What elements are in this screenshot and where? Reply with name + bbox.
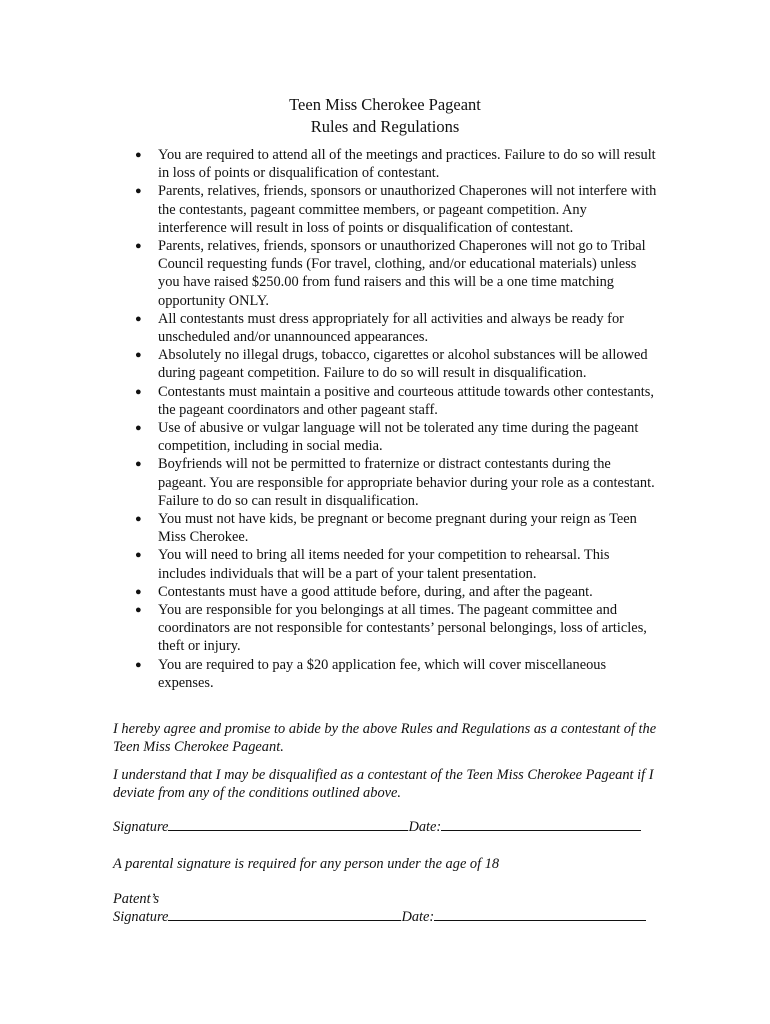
signature-label: Signature: [113, 819, 169, 835]
date-label: Date:: [408, 819, 442, 835]
bullet-icon: ●: [135, 349, 142, 362]
rule-item: ● Absolutely no illegal drugs, tobacco, cigarettes or alcohol substances will be allowed during pageant competition. Failure to do so will result in disqualification.: [135, 347, 648, 382]
parent-date-label: Date:: [401, 909, 435, 925]
bullet-icon: ●: [135, 312, 142, 325]
document-subtitle: Rules and Regulations: [310, 117, 460, 136]
rule-item: ● All contestants must dress appropriately for all activities and always be ready for unscheduled and/or unannounced appearances.: [135, 310, 624, 346]
document-title: Teen Miss Cherokee Pageant: [289, 95, 481, 114]
rule-item: ● Parents, relatives, friends, sponsors or unauthorized Chaperones will not interfere with the contestants, pageant committee members, or pageant competition. Any interference will result in loss of points or disqualification of contestant.: [135, 183, 657, 236]
parental-signature-note: A parental signature is required for any person under the age of 18: [113, 856, 500, 872]
bullet-icon: ●: [135, 149, 142, 161]
bullet-icon: ●: [135, 585, 142, 598]
rule-item: ● Contestants must have a good attitude before, during, and after the pageant.: [135, 583, 593, 600]
signature-field[interactable]: [168, 818, 408, 831]
bullet-icon: ●: [135, 604, 142, 617]
bullet-icon: ●: [135, 513, 142, 526]
bullet-icon: ●: [135, 240, 142, 253]
rule-item: ● Boyfriends will not be permitted to fraternize or distract contestants during the pageant. You are responsible for appropriate behavior during your role as a contestant. Failure to do so can result in disqualification.: [135, 456, 655, 509]
bullet-icon: ●: [135, 422, 142, 435]
date-field[interactable]: [441, 818, 641, 831]
rule-item: ● Contestants must maintain a positive and courteous attitude towards other contestants, the pageant coordinators and other pageant staff.: [135, 383, 654, 418]
disqualification-statement: I understand that I may be disqualified as a contestant of the Teen Miss Cherokee Pageant if I deviate from any of the conditions outlined above.: [113, 767, 654, 802]
rule-item: ● Use of abusive or vulgar language will not be tolerated any time during the pageant competition, including in social media.: [135, 420, 639, 455]
bullet-icon: ●: [135, 385, 142, 398]
bullet-icon: ●: [135, 458, 142, 471]
bullet-icon: ●: [135, 549, 142, 562]
rule-item: ● You will need to bring all items needed for your competition to rehearsal. This includes individuals that will be a part of your talent presentation.: [135, 547, 610, 582]
agreement-statement: I hereby agree and promise to abide by the above Rules and Regulations as a contestant of the Teen Miss Cherokee Pageant.: [113, 721, 657, 756]
parent-signature-field[interactable]: [168, 908, 401, 921]
rule-item: ● You are required to pay a $20 application fee, which will cover miscellaneous expenses.: [135, 656, 607, 691]
rule-item: ● You are responsible for you belongings at all times. The pageant committee and coordinators are not responsible for contestants’ personal belongings, loss of articles, theft or injury.: [135, 602, 647, 655]
parent-date-field[interactable]: [434, 908, 646, 921]
rule-item: ● Parents, relatives, friends, sponsors or unauthorized Chaperones will not go to Tribal Council requesting funds (For travel, clothing, and/or educational materials) unless you have raised $250.00 from fund raisers and this will be a one time matching opportunity ONLY.: [135, 238, 646, 309]
rule-item: ● You are required to attend all of the meetings and practices. Failure to do so will result in loss of points or disqualification of contestant.: [135, 147, 656, 182]
contestant-signature-row: [113, 818, 658, 836]
bullet-icon: ●: [135, 658, 142, 671]
parent-signature-label: Signature: [113, 909, 169, 925]
parent-signature-row: [113, 908, 658, 926]
parent-label: Patent’s: [113, 891, 160, 907]
rule-item: ● You must not have kids, be pregnant or become pregnant during your reign as Teen Miss Cherokee.: [135, 511, 637, 546]
bullet-icon: ●: [135, 185, 142, 198]
rules-list: [135, 146, 658, 692]
